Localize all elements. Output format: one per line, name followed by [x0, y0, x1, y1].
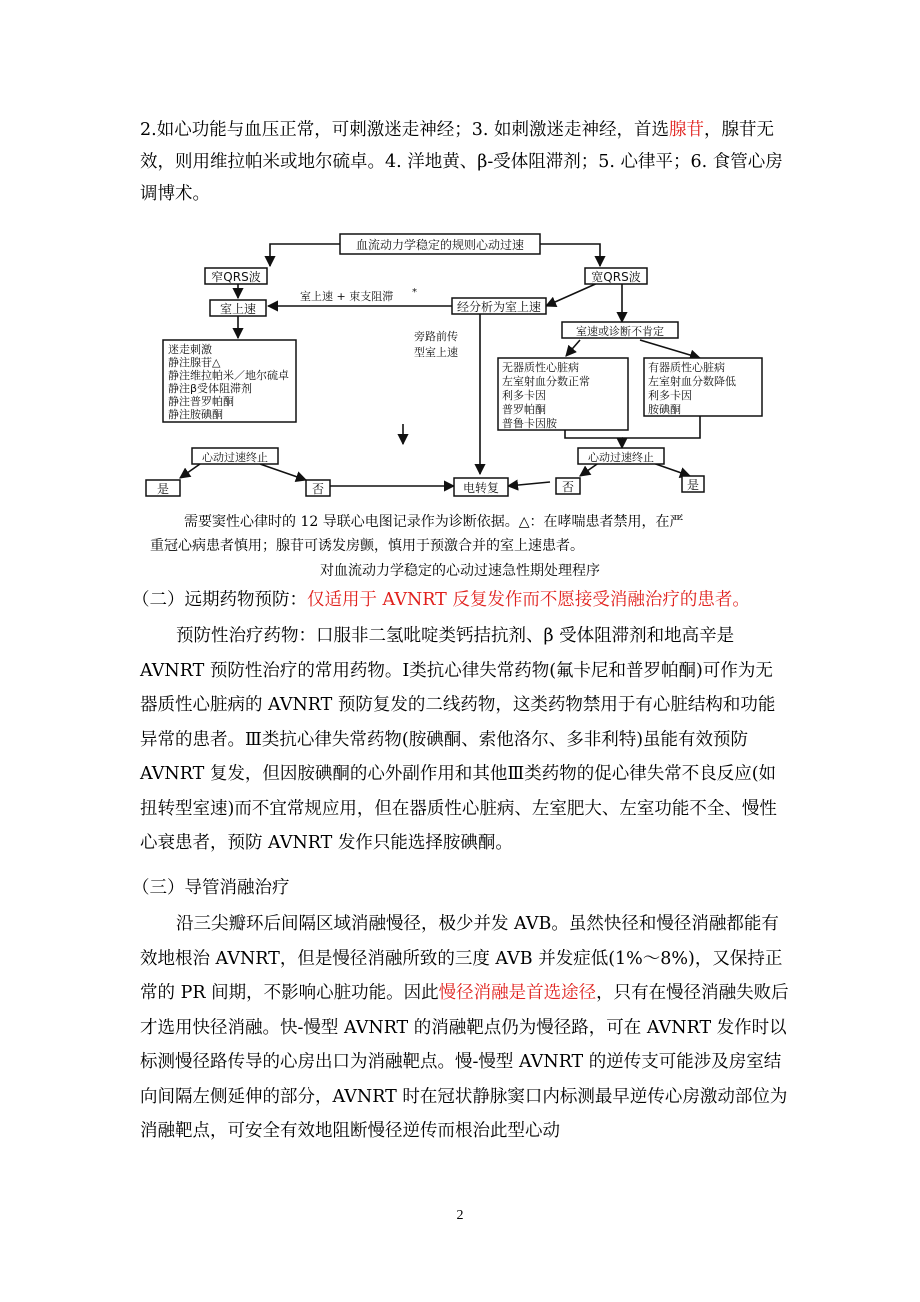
section2-heading-red: 仅适用于 AVNRT 反复发作而不愿接受消融治疗的患者。	[307, 590, 750, 610]
flow-svt-bbb: 室上速 + 束支阻滞	[300, 290, 394, 303]
flow-wide-qrs: 宽QRS波	[591, 270, 641, 284]
flow-right-no: 否	[561, 480, 575, 494]
flow-no-heart-disease-5: 普鲁卡因胺	[502, 417, 557, 430]
flowchart	[0, 228, 920, 498]
flow-left-terminated: 心动过速终止	[202, 451, 268, 464]
section3-body-2: ，只有在慢径消融失败后才选用快径消融。快-慢型 AVNRT 的消融靶点仍为慢径路，可在 AVNRT 发作时以标测慢径路传导的心房出口为消融靶点。慢-慢型 AVNRT 的逆传支可能涉及房室结向间隔左侧延伸的部分，AVNRT 时在冠状静脉窦口内标测最早逆传心房激动部位为消融靶点，可安全有效地阻断慢径逆传而根治此型心动	[140, 983, 789, 1141]
flow-right-yes: 是	[686, 478, 700, 492]
flow-left-treatment-5: 静注普罗帕酮	[168, 395, 234, 408]
section2-heading-text: （二）远期药物预防：	[132, 590, 307, 610]
flow-left-treatment-3: 静注维拉帕米／地尔硫卓	[168, 369, 289, 382]
section2-heading	[132, 584, 812, 616]
flow-no-heart-disease-1: 无器质性心脏病	[502, 361, 579, 374]
flow-no-heart-disease-4: 普罗帕酮	[502, 403, 546, 416]
flow-vt-uncertain: 室速或诊断不肯定	[576, 325, 664, 338]
flow-svt: 室上速	[219, 302, 257, 316]
intro-text-2: ，腺苷无效，则用维拉帕米或地尔硫卓。4. 洋地黄、β-受体阻滞剂；5. 心律平；6. 食管心房调博术。	[140, 120, 783, 204]
section3-heading: （三）导管消融治疗	[132, 878, 290, 898]
intro-highlight: 腺苷	[668, 120, 704, 140]
flow-heart-disease-3: 利多卡因	[648, 389, 692, 402]
flow-top: 血流动力学稳定的规则心动过速	[355, 238, 525, 252]
flow-left-no: 否	[311, 482, 325, 496]
flow-right-terminated: 心动过速终止	[588, 451, 654, 464]
flow-svt-bbb-mark: *	[412, 287, 417, 298]
flow-no-heart-disease-3: 利多卡因	[502, 389, 546, 402]
flow-left-treatment-1: 迷走刺激	[168, 343, 212, 356]
flow-cardioversion: 电转复	[462, 481, 500, 495]
intro-paragraph	[140, 114, 790, 210]
section3-body-1: 沿三尖瓣环后间隔区域消融慢径，极少并发 AVB。虽然快径和慢径消融都能有效地根治 AVNRT，但是慢径消融所致的三度 AVB 并发症低(1%～8%)，又保持正常的 PR 间期，不影响心脏功能。因此	[140, 914, 783, 1003]
flow-left-treatment-2: 静注腺苷△	[168, 356, 221, 369]
flow-narrow-qrs: 窄QRS波	[211, 270, 261, 284]
section2-body: 预防性治疗药物：口服非二氢吡啶类钙拮抗剂、β 受体阻滞剂和地高辛是 AVNRT 预防性治疗的常用药物。Ⅰ类抗心律失常药物(氟卡尼和普罗帕酮)可作为无器质性心脏病的 AVNRT 预防复发的二线药物，这类药物禁用于有心脏结构和功能异常的患者。Ⅲ类抗心律失常药物(胺碘酮、索他洛尔、多非利特)虽能有效预防 AVNRT 复发，但因胺碘酮的心外副作用和其他Ⅲ类药物的促心律失常不良反应(如扭转型室速)而不宜常规应用，但在器质性心脏病、左室肥大、左室功能不全、慢性心衰患者，预防 AVNRT 发作只能选择胺碘酮。	[140, 626, 777, 853]
page-number: 2	[456, 1208, 464, 1223]
flow-analysis-svt: 经分析为室上速	[456, 300, 542, 314]
intro-text-1: 2.如心功能与血压正常，可刺激迷走神经；3. 如刺激迷走神经，首选	[140, 120, 669, 140]
flow-left-treatment-4: 静注β受体阻滞剂	[168, 382, 253, 395]
figure-caption-line-2: 重冠心病患者慎用；腺苷可诱发房颤，慎用于预激合并的室上速患者。	[150, 538, 584, 554]
figure-caption-line-1: 需要窦性心律时的 12 导联心电图记录作为诊断依据。△：在哮喘患者禁用，在严	[184, 514, 684, 530]
flow-heart-disease-2: 左室射血分数降低	[648, 375, 736, 388]
flow-heart-disease-4: 胺碘酮	[648, 403, 681, 416]
flow-no-heart-disease-2: 左室射血分数正常	[502, 375, 590, 388]
section3-body-red: 慢径消融是首选途径	[438, 983, 597, 1003]
flow-left-yes: 是	[156, 482, 170, 496]
section3-body	[140, 907, 790, 1149]
figure-title: 对血流动力学稳定的心动过速急性期处理程序	[320, 563, 600, 579]
flow-left-treatment-6: 静注胺碘酮	[168, 408, 223, 421]
flow-heart-disease-1: 有器质性心脏病	[648, 361, 725, 374]
flow-bypass-1: 旁路前传	[414, 330, 458, 343]
flow-bypass-2: 型室上速	[414, 346, 458, 359]
